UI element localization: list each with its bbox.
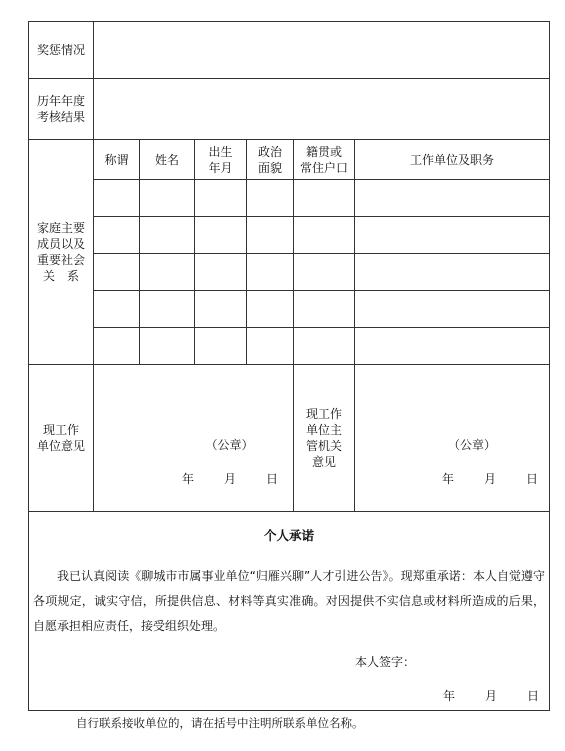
date-month: 月: [485, 689, 498, 703]
supervisor-seal-text: （公章）: [448, 438, 497, 452]
registration-form-table: [28, 21, 550, 711]
unit-opinion-field[interactable]: [94, 365, 294, 512]
appraisal-field[interactable]: [94, 79, 550, 140]
supervisor-opinion-field[interactable]: [355, 365, 550, 512]
family-header-employer: 工作单位及职务: [355, 140, 550, 180]
family-cell[interactable]: [94, 217, 140, 254]
family-header-politics: 政治 面貌: [247, 140, 294, 180]
date-month: 月: [484, 472, 497, 486]
family-cell[interactable]: [140, 328, 195, 365]
family-cell[interactable]: [140, 254, 195, 291]
family-cell[interactable]: [94, 254, 140, 291]
family-cell[interactable]: [294, 180, 355, 217]
family-cell[interactable]: [140, 217, 195, 254]
family-cell[interactable]: [247, 180, 294, 217]
unit-opinion-date: [182, 471, 278, 487]
pledge-body: 我已认真阅读《聊城市市属事业单位“归雁兴聊”人才引进公告》。现郑重承诺：本人自觉遵守各项规定，诚实守信，所提供信息、材料等真实准确。对因提供不实信息或材料所造成的后果，自愿承担相应责任，接受组织处理。: [33, 569, 546, 633]
family-cell[interactable]: [247, 217, 294, 254]
date-year: 年: [442, 472, 455, 486]
family-cell[interactable]: [94, 180, 140, 217]
family-cell[interactable]: [195, 180, 247, 217]
family-cell[interactable]: [195, 291, 247, 328]
family-cell[interactable]: [195, 254, 247, 291]
date-day: 日: [526, 472, 539, 486]
family-row: [29, 217, 550, 254]
family-cell[interactable]: [247, 254, 294, 291]
family-cell[interactable]: [247, 328, 294, 365]
family-header-title: 称谓: [94, 140, 140, 180]
pledge-title: 个人承诺: [264, 528, 315, 543]
family-cell[interactable]: [355, 291, 550, 328]
family-row: [29, 291, 550, 328]
unit-seal-text: （公章）: [205, 438, 254, 452]
family-cell[interactable]: [294, 217, 355, 254]
awards-label: 奖惩情况: [29, 22, 94, 79]
footnote: 自行联系接收单位的，请在括号中注明所联系单位名称。: [76, 716, 364, 730]
family-cell[interactable]: [294, 254, 355, 291]
family-cell[interactable]: [355, 180, 550, 217]
date-day: 日: [266, 472, 279, 486]
family-header-birth: 出生 年月: [195, 140, 247, 180]
family-header-name: 姓名: [140, 140, 195, 180]
family-cell[interactable]: [294, 328, 355, 365]
unit-opinion-label: 现工作 单位意见: [29, 365, 94, 512]
appraisal-label: 历年年度 考核结果: [29, 79, 94, 140]
family-cell[interactable]: [94, 328, 140, 365]
family-cell[interactable]: [355, 254, 550, 291]
supervisor-opinion-date: [442, 471, 538, 487]
family-row: [29, 328, 550, 365]
family-cell[interactable]: [355, 328, 550, 365]
date-month: 月: [224, 472, 237, 486]
family-row: [29, 254, 550, 291]
family-cell[interactable]: [94, 291, 140, 328]
awards-field[interactable]: [94, 22, 550, 79]
family-cell[interactable]: [140, 291, 195, 328]
family-cell[interactable]: [355, 217, 550, 254]
family-cell[interactable]: [195, 328, 247, 365]
date-day: 日: [527, 689, 540, 703]
date-year: 年: [182, 472, 195, 486]
signature-label: 本人签字：: [355, 655, 416, 669]
pledge-date: [443, 688, 539, 704]
supervisor-opinion-label: 现工作 单位主 管机关 意见: [294, 365, 355, 512]
family-label: 家庭主要 成员以及 重要社会 关 系: [29, 140, 94, 365]
family-cell[interactable]: [195, 217, 247, 254]
pledge-section: [29, 512, 550, 711]
family-cell[interactable]: [140, 180, 195, 217]
family-cell[interactable]: [247, 291, 294, 328]
family-cell[interactable]: [294, 291, 355, 328]
family-header-origin: 籍贯或 常住户口: [294, 140, 355, 180]
date-year: 年: [443, 689, 456, 703]
family-row: [29, 180, 550, 217]
